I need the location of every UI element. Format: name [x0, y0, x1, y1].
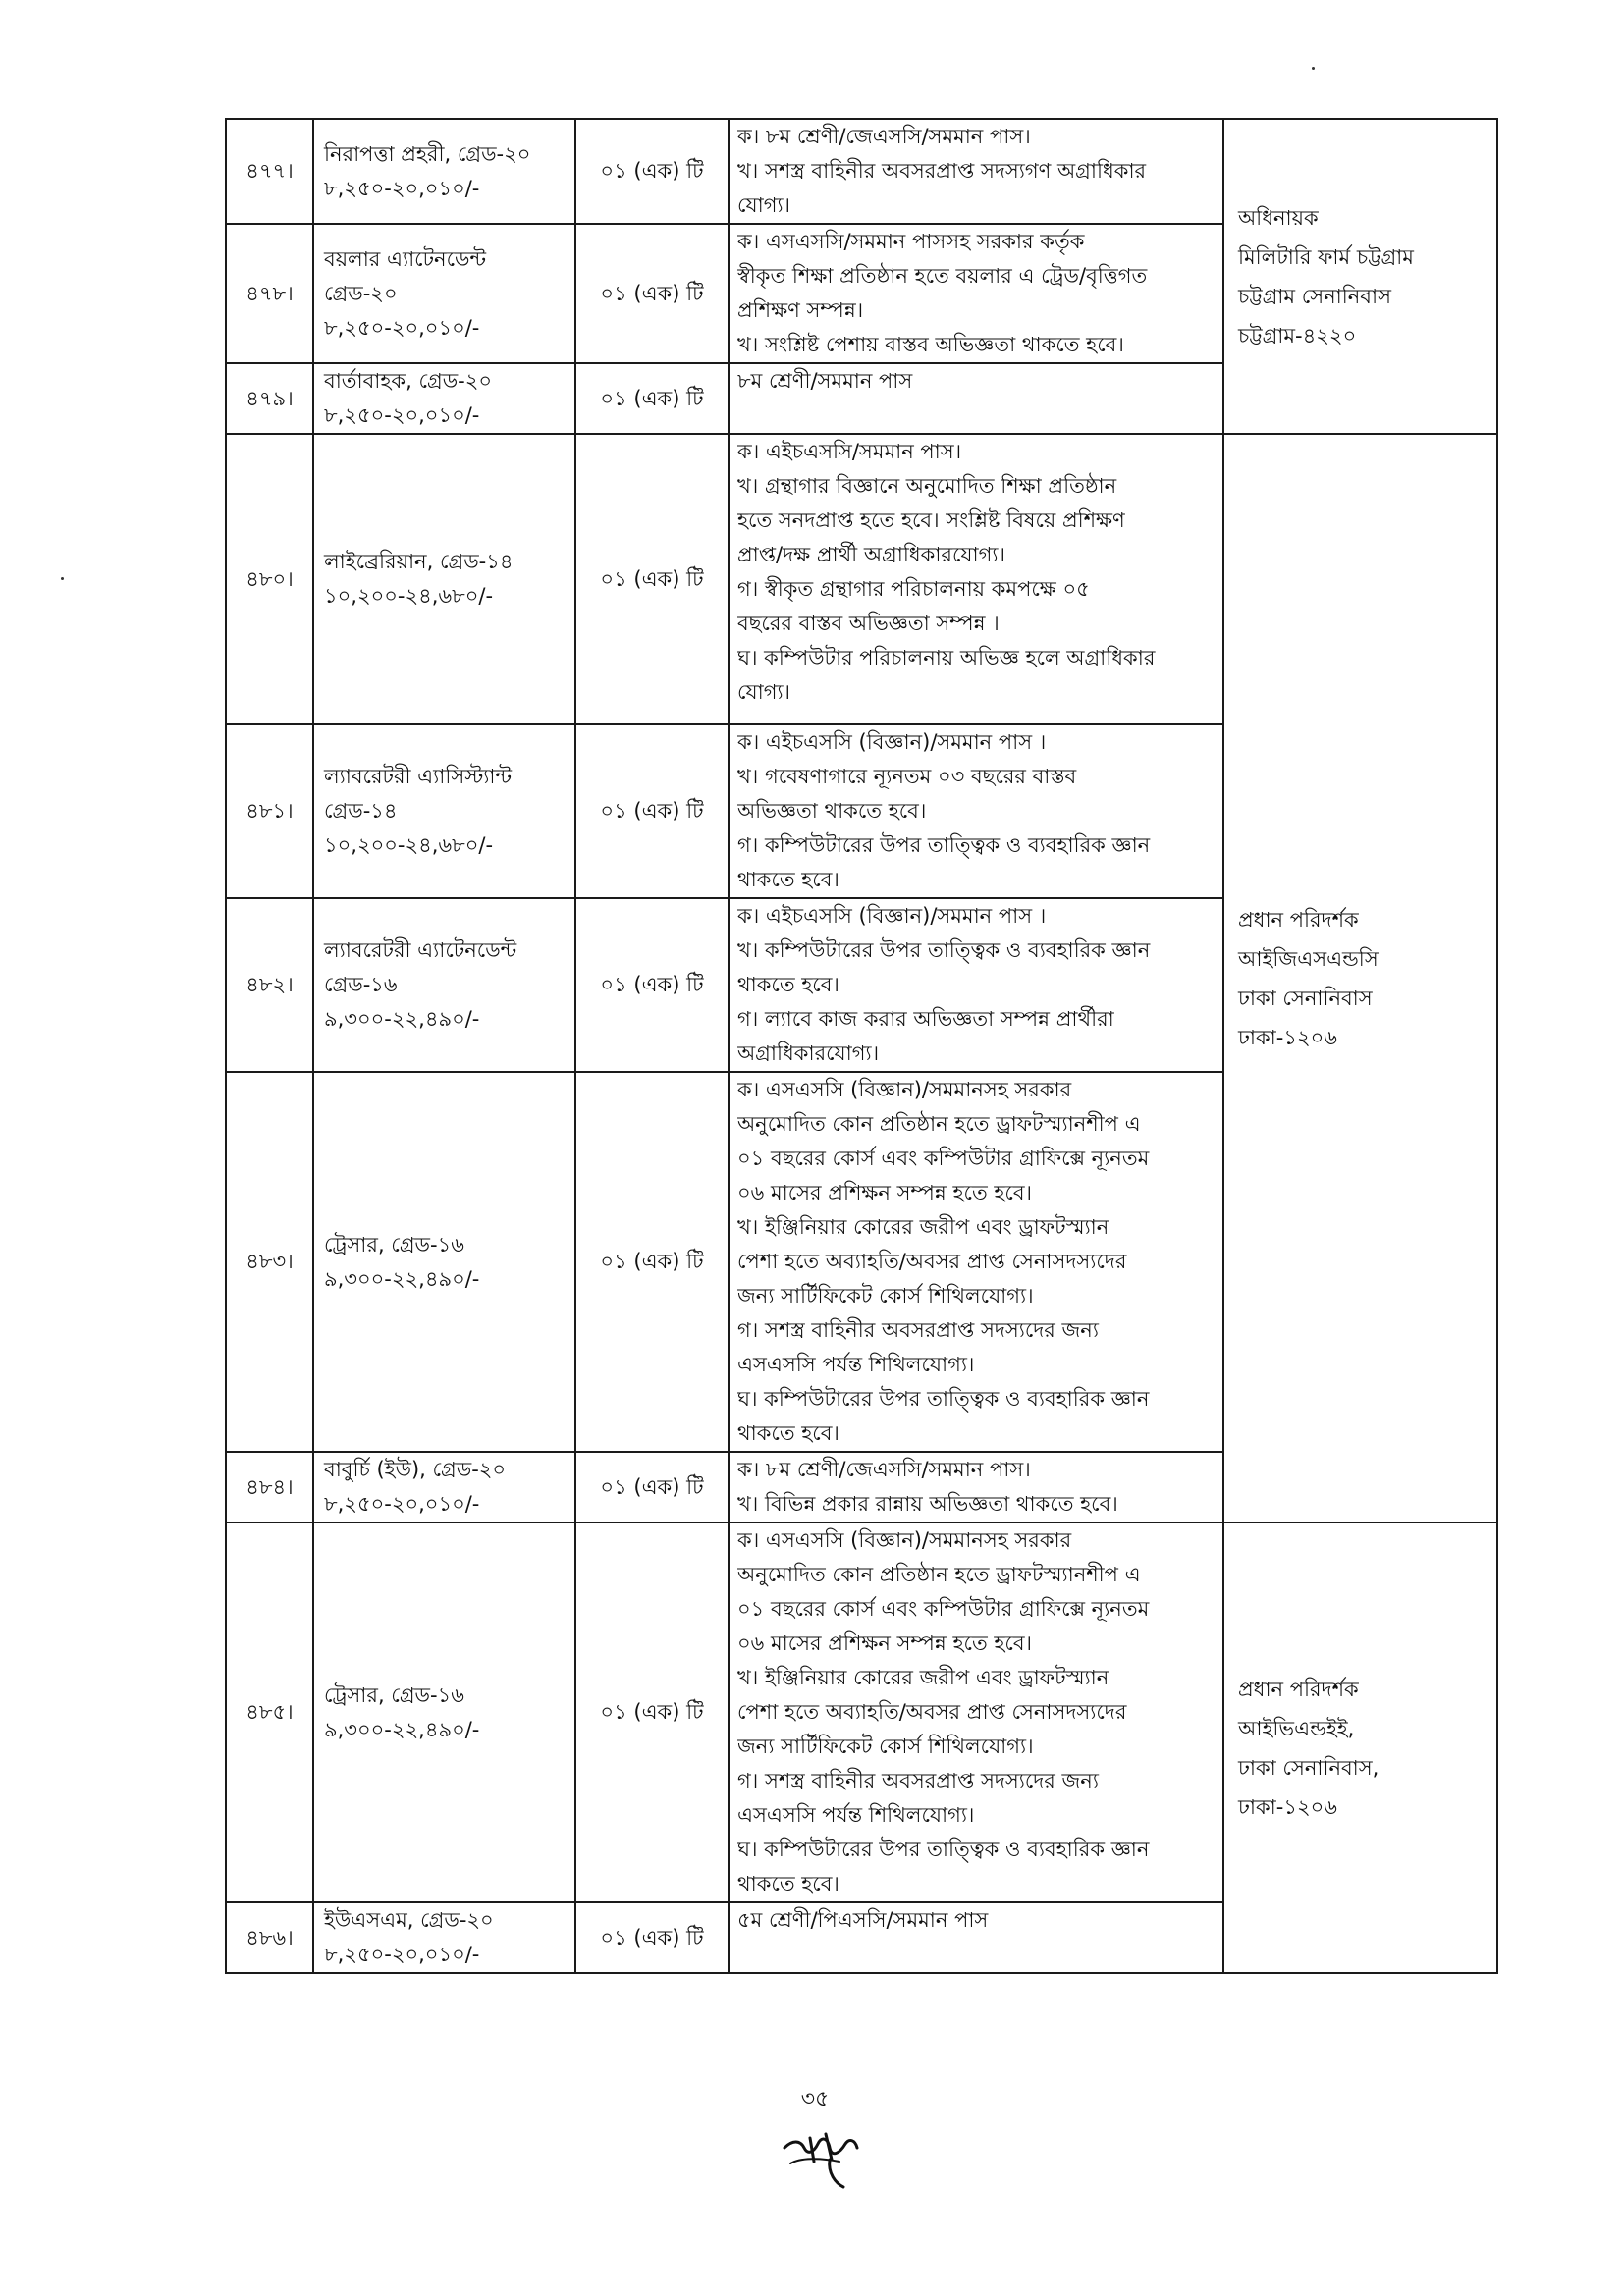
serial-cell: ৪৮৬।	[226, 1902, 313, 1973]
qualification-line: প্রশিক্ষণ সম্পন্ন।	[737, 298, 864, 322]
qualification-cell	[729, 434, 1223, 724]
post-line: ৮,২৫০-২০,০১০/-	[324, 176, 480, 200]
post-line: ৯,৩০০-২২,৪৯০/-	[324, 1717, 480, 1741]
office-line: আইভিএন্ডইই,	[1238, 1716, 1355, 1740]
serial-cell: ৪৮১।	[226, 724, 313, 898]
qualification-line: এসএসসি পর্যন্ত শিথিলযোগ্য।	[737, 1353, 975, 1376]
qualification-cell	[729, 724, 1223, 898]
qualification-line: খ। ইঞ্জিনিয়ার কোরের জরীপ এবং ড্রাফটস্ম্যান	[737, 1215, 1109, 1239]
qualification-line: খ। ইঞ্জিনিয়ার কোরের জরীপ এবং ড্রাফটস্ম্যান	[737, 1666, 1109, 1689]
qualification-line: ০১ বছরের কোর্স এবং কম্পিউটার গ্রাফিক্সে ন্যূনতম	[737, 1147, 1150, 1170]
office-cell	[1223, 434, 1497, 1522]
job-table	[225, 118, 1498, 1974]
qualification-line: পেশা হতে অব্যাহতি/অবসর প্রাপ্ত সেনাসদস্যদের	[737, 1700, 1127, 1724]
qualification-line: গ। সশস্ত্র বাহিনীর অবসরপ্রাপ্ত সদস্যদের জন্য	[737, 1769, 1099, 1792]
office-line: প্রধান পরিদর্শক	[1238, 1677, 1359, 1701]
qualification-line: স্বীকৃত শিক্ষা প্রতিষ্ঠান হতে বয়লার এ ট্রেড/বৃত্তিগত	[737, 264, 1148, 288]
qualification-line: ক। এইচএসসি (বিজ্ঞান)/সমমান পাস ।	[737, 730, 1047, 754]
post-line: বার্তাবাহক, গ্রেড-২০	[324, 369, 493, 393]
serial-cell: ৪৮০।	[226, 434, 313, 724]
margin-speck	[1312, 67, 1315, 70]
signature-mark	[771, 2118, 869, 2197]
post-line: ট্রেসার, গ্রেড-১৬	[324, 1232, 464, 1256]
qualification-line: অনুমোদিত কোন প্রতিষ্ঠান হতে ড্রাফটস্ম্যানশীপ এ	[737, 1563, 1141, 1586]
office-line: ঢাকা-১২০৬	[1238, 1025, 1337, 1049]
vacancy-count-cell: ০১ (এক) টি	[575, 119, 729, 224]
qualification-line: খ। সংশ্লিষ্ট পেশায় বাস্তব অভিজ্ঞতা থাকতে হবে।	[737, 333, 1124, 356]
vacancy-count-cell: ০১ (এক) টি	[575, 724, 729, 898]
post-cell	[313, 1452, 575, 1522]
post-line: ১০,২০০-২৪,৬৮০/-	[324, 584, 494, 608]
qualification-line: গ। স্বীকৃত গ্রন্থাগার পরিচালনায় কমপক্ষে ০৫	[737, 577, 1090, 601]
qualification-line: খ। সশস্ত্র বাহিনীর অবসরপ্রাপ্ত সদস্যগণ অগ্রাধিকার	[737, 159, 1147, 183]
qualification-line: ক। ৮ম শ্রেণী/জেএসসি/সমমান পাস।	[737, 125, 1031, 148]
qualification-line: থাকতে হবে।	[737, 973, 839, 996]
post-line: ৮,২৫০-২০,০১০/-	[324, 1492, 480, 1516]
qualification-cell	[729, 898, 1223, 1072]
qualification-line: ০৬ মাসের প্রশিক্ষন সম্পন্ন হতে হবে।	[737, 1631, 1033, 1655]
table-row	[226, 1522, 1497, 1902]
post-line: ৮,২৫০-২০,০১০/-	[324, 403, 480, 427]
qualification-line: খ। কম্পিউটারের উপর তাত্ত্বিক ও ব্যবহারিক জ্ঞান	[737, 938, 1151, 962]
serial-cell: ৪৭৭।	[226, 119, 313, 224]
office-cell	[1223, 119, 1497, 434]
qualification-line: জন্য সার্টিফিকেট কোর্স শিথিলযোগ্য।	[737, 1735, 1034, 1758]
office-line: প্রধান পরিদর্শক	[1238, 907, 1359, 932]
post-cell	[313, 898, 575, 1072]
office-line: ঢাকা সেনানিবাস	[1238, 986, 1373, 1010]
qualification-cell	[729, 224, 1223, 363]
qualification-line: ৮ম শ্রেণী/সমমান পাস	[737, 369, 913, 393]
vacancy-count-cell: ০১ (এক) টি	[575, 434, 729, 724]
table-row	[226, 119, 1497, 224]
post-line: বয়লার এ্যাটেনডেন্ট	[324, 246, 487, 271]
post-line: ৯,৩০০-২২,৪৯০/-	[324, 1007, 480, 1031]
post-line: বাবুর্চি (ইউ), গ্রেড-২০	[324, 1458, 507, 1481]
qualification-line: ক। এসএসসি/সমমান পাসসহ সরকার কর্তৃক	[737, 230, 1085, 253]
serial-cell: ৪৭৯।	[226, 363, 313, 434]
vacancy-count-cell: ০১ (এক) টি	[575, 1902, 729, 1973]
qualification-cell	[729, 363, 1223, 434]
post-line: ইউএসএম, গ্রেড-২০	[324, 1908, 494, 1932]
post-cell	[313, 119, 575, 224]
vacancy-count-cell: ০১ (এক) টি	[575, 898, 729, 1072]
qualification-line: ঘ। কম্পিউটার পরিচালনায় অভিজ্ঞ হলে অগ্রাধিকার	[737, 646, 1156, 669]
qualification-line: জন্য সার্টিফিকেট কোর্স শিথিলযোগ্য।	[737, 1284, 1034, 1308]
post-cell	[313, 363, 575, 434]
qualification-line: ক। এসএসসি (বিজ্ঞান)/সমমানসহ সরকার	[737, 1528, 1072, 1552]
post-cell	[313, 1902, 575, 1973]
vacancy-count-cell: ০১ (এক) টি	[575, 1522, 729, 1902]
post-line: গ্রেড-১৪	[324, 799, 398, 823]
qualification-line: ক। এইচএসসি/সমমান পাস।	[737, 440, 962, 463]
qualification-line: থাকতে হবে।	[737, 868, 839, 891]
qualification-line: ০৬ মাসের প্রশিক্ষন সম্পন্ন হতে হবে।	[737, 1181, 1033, 1204]
post-cell	[313, 434, 575, 724]
qualification-line: গ। ল্যাবে কাজ করার অভিজ্ঞতা সম্পন্ন প্রার্থীরা	[737, 1007, 1114, 1031]
qualification-line: ক। ৮ম শ্রেণী/জেএসসি/সমমান পাস।	[737, 1458, 1031, 1481]
page-number: ৩৫	[800, 2087, 830, 2111]
serial-cell: ৪৮৩।	[226, 1072, 313, 1452]
qualification-line: হতে সনদপ্রাপ্ত হতে হবে। সংশ্লিষ্ট বিষয়ে প্রশিক্ষণ	[737, 508, 1125, 532]
margin-speck	[61, 577, 64, 580]
qualification-line: গ। সশস্ত্র বাহিনীর অবসরপ্রাপ্ত সদস্যদের জন্য	[737, 1318, 1099, 1342]
qualification-line: ঘ। কম্পিউটারের উপর তাত্ত্বিক ও ব্যবহারিক জ্ঞান	[737, 1838, 1150, 1861]
office-cell	[1223, 1522, 1497, 1973]
qualification-line: খ। গ্রন্থাগার বিজ্ঞানে অনুমোদিত শিক্ষা প্রতিষ্ঠান	[737, 474, 1117, 498]
qualification-line: যোগ্য।	[737, 193, 791, 217]
office-line: ঢাকা সেনানিবাস,	[1238, 1755, 1380, 1780]
qualification-cell	[729, 1452, 1223, 1522]
qualification-cell	[729, 1902, 1223, 1973]
qualification-line: খ। বিভিন্ন প্রকার রান্নায় অভিজ্ঞতা থাকতে হবে।	[737, 1492, 1118, 1516]
post-cell	[313, 1522, 575, 1902]
office-line: ঢাকা-১২০৬	[1238, 1794, 1337, 1819]
vacancy-count-cell: ০১ (এক) টি	[575, 224, 729, 363]
post-line: ১০,২০০-২৪,৬৮০/-	[324, 833, 494, 857]
qualification-line: এসএসসি পর্যন্ত শিথিলযোগ্য।	[737, 1803, 975, 1827]
qualification-line: পেশা হতে অব্যাহতি/অবসর প্রাপ্ত সেনাসদস্যদের	[737, 1250, 1127, 1273]
qualification-line: বছরের বাস্তব অভিজ্ঞতা সম্পন্ন ।	[737, 612, 1000, 635]
post-line: ৮,২৫০-২০,০১০/-	[324, 315, 480, 340]
post-line: ৯,৩০০-২২,৪৯০/-	[324, 1266, 480, 1291]
qualification-line: অভিজ্ঞতা থাকতে হবে।	[737, 799, 927, 823]
post-line: ল্যাবরেটরী এ্যাটেনডেন্ট	[324, 938, 517, 962]
qualification-line: খ। গবেষণাগারে ন্যূনতম ০৩ বছরের বাস্তব	[737, 765, 1077, 788]
serial-cell: ৪৮৪।	[226, 1452, 313, 1522]
post-line: লাইব্রেরিয়ান, গ্রেড-১৪	[324, 550, 514, 573]
serial-cell: ৪৭৮।	[226, 224, 313, 363]
qualification-line: ঘ। কম্পিউটারের উপর তাত্ত্বিক ও ব্যবহারিক জ্ঞান	[737, 1387, 1150, 1411]
qualification-line: প্রাপ্ত/দক্ষ প্রার্থী অগ্রাধিকারযোগ্য।	[737, 543, 1005, 566]
serial-cell: ৪৮২।	[226, 898, 313, 1072]
office-line: আইজিএসএন্ডসি	[1238, 946, 1379, 971]
post-line: ল্যাবরেটরী এ্যাসিস্ট্যান্ট	[324, 765, 512, 788]
qualification-line: অগ্রাধিকারযোগ্য।	[737, 1041, 880, 1065]
vacancy-count-cell: ০১ (এক) টি	[575, 1072, 729, 1452]
post-line: নিরাপত্তা প্রহরী, গ্রেড-২০	[324, 141, 531, 166]
vacancy-count-cell: ০১ (এক) টি	[575, 363, 729, 434]
post-cell	[313, 224, 575, 363]
post-line: গ্রেড-১৬	[324, 973, 398, 996]
qualification-cell	[729, 1072, 1223, 1452]
office-line: চট্টগ্রাম-৪২২০	[1238, 323, 1357, 347]
qualification-line: ক। এইচএসসি (বিজ্ঞান)/সমমান পাস ।	[737, 904, 1047, 928]
qualification-line: ৫ম শ্রেণী/পিএসসি/সমমান পাস	[737, 1908, 989, 1932]
qualification-line: থাকতে হবে।	[737, 1421, 839, 1445]
office-line: অধিনায়ক	[1238, 205, 1319, 230]
office-line: মিলিটারি ফার্ম চট্টগ্রাম	[1238, 244, 1414, 269]
post-line: ট্রেসার, গ্রেড-১৬	[324, 1682, 464, 1707]
qualification-cell	[729, 1522, 1223, 1902]
qualification-line: থাকতে হবে।	[737, 1872, 839, 1896]
qualification-line: ক। এসএসসি (বিজ্ঞান)/সমমানসহ সরকার	[737, 1078, 1072, 1101]
office-line: চট্টগ্রাম সেনানিবাস	[1238, 284, 1391, 308]
post-line: ৮,২৫০-২০,০১০/-	[324, 1943, 480, 1966]
post-line: গ্রেড-২০	[324, 281, 398, 305]
serial-cell: ৪৮৫।	[226, 1522, 313, 1902]
vacancy-count-cell: ০১ (এক) টি	[575, 1452, 729, 1522]
qualification-line: যোগ্য।	[737, 680, 791, 704]
table-row	[226, 434, 1497, 724]
qualification-cell	[729, 119, 1223, 224]
post-cell	[313, 724, 575, 898]
post-cell	[313, 1072, 575, 1452]
qualification-line: ০১ বছরের কোর্স এবং কম্পিউটার গ্রাফিক্সে ন্যূনতম	[737, 1597, 1150, 1621]
qualification-line: গ। কম্পিউটারের উপর তাত্ত্বিক ও ব্যবহারিক জ্ঞান	[737, 833, 1151, 857]
qualification-line: অনুমোদিত কোন প্রতিষ্ঠান হতে ড্রাফটস্ম্যানশীপ এ	[737, 1112, 1141, 1136]
